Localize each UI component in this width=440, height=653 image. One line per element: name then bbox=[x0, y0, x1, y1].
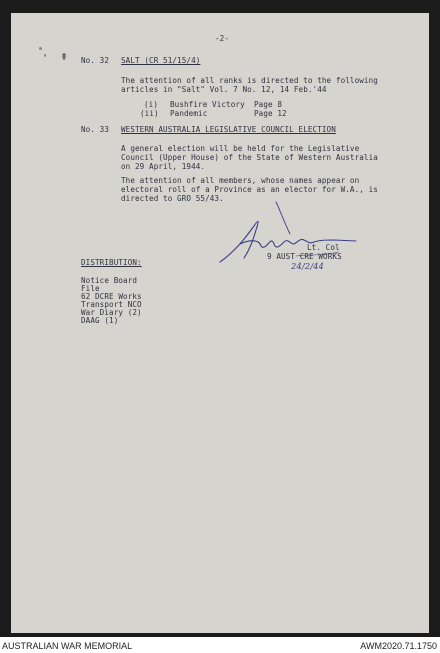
article-page: Page 8 bbox=[254, 100, 283, 109]
item-33-text-line: directed to GRO 55/43. bbox=[121, 194, 224, 203]
item-33-text-line: electoral roll of a Province as an elector for W.A., is bbox=[121, 185, 378, 194]
item-32-text-line: The attention of all ranks is directed to the following bbox=[121, 76, 378, 85]
article-title: Pandemic bbox=[170, 109, 208, 118]
distribution-item: 62 DCRE Works bbox=[81, 292, 142, 301]
item-33-text-line: A general election will be held for the Legislative bbox=[121, 144, 360, 153]
item-33-text-line: Council (Upper House) of the State of Western Australia bbox=[121, 153, 378, 162]
item-33-heading: WESTERN AUSTRALIA LEGISLATIVE COUNCIL ELECTION bbox=[121, 125, 336, 134]
item-32-heading: SALT (CR 51/15/4) bbox=[121, 56, 201, 65]
page-number: -2- bbox=[215, 34, 230, 43]
footer-accession-number: AWM2020.71.1750 bbox=[360, 641, 437, 651]
article-title: Bushfire Victory bbox=[170, 100, 245, 109]
article-number: (ii) bbox=[140, 109, 159, 118]
margin-mark: ǂ bbox=[61, 52, 68, 63]
signature-date: 24/2/44 bbox=[291, 261, 324, 271]
punch-mark bbox=[44, 54, 46, 57]
item-33-text-line: on 29 April, 1944. bbox=[121, 162, 206, 171]
distribution-item: Notice Board bbox=[81, 276, 138, 285]
article-page: Page 12 bbox=[254, 109, 287, 118]
punch-mark bbox=[39, 47, 42, 50]
item-32-text-line: articles in "Salt" Vol. 7 No. 12, 14 Feb.'44 bbox=[121, 85, 327, 94]
distribution-heading: DISTRIBUTION: bbox=[81, 258, 142, 267]
signature-rank: Lt. Col bbox=[307, 243, 340, 252]
footer-institution: AUSTRALIAN WAR MEMORIAL bbox=[2, 641, 133, 651]
article-number: (i) bbox=[144, 100, 159, 109]
distribution-item: War Diary (2) bbox=[81, 308, 142, 317]
distribution-item: File bbox=[81, 284, 100, 293]
item-33-text-line: The attention of all members, whose names appear on bbox=[121, 176, 360, 185]
distribution-item: DAAG (1) bbox=[81, 316, 119, 325]
distribution-item: Transport NCO bbox=[81, 300, 142, 309]
item-33-number: No. 33 bbox=[81, 125, 110, 134]
item-32-number: No. 32 bbox=[81, 56, 110, 65]
signature-unit: 9 AUST CRE WORKS bbox=[267, 252, 342, 261]
